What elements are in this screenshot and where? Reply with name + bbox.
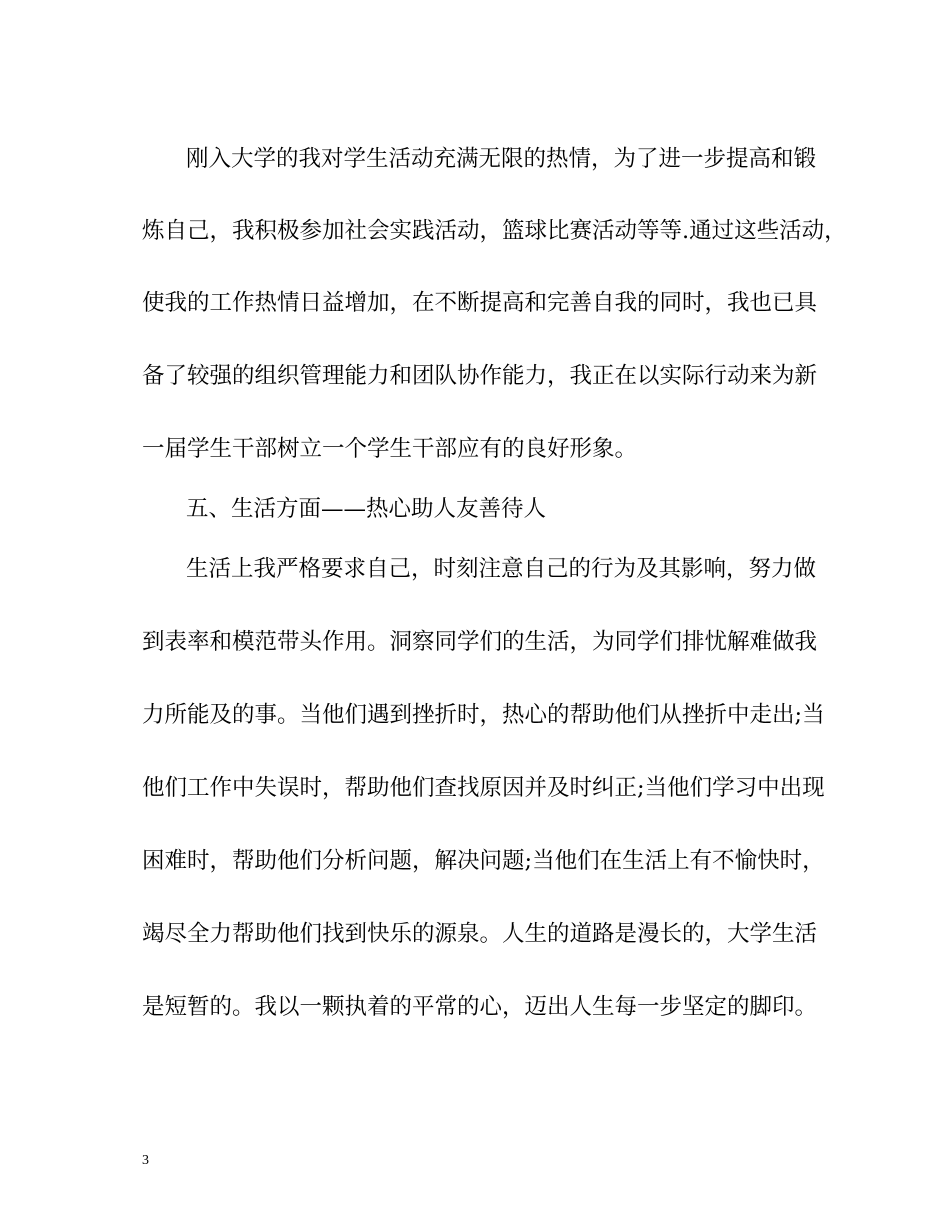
paragraph-line: 是短暂的。我以一颗执着的平常的心，迈出人生每一步坚定的脚印。 [142, 994, 818, 1020]
section-heading: 五、生活方面——热心助人友善待人 [186, 496, 547, 522]
paragraph-line: 刚入大学的我对学生活动充满无限的热情，为了进一步提高和锻 [186, 146, 817, 172]
paragraph-line: 困难时，帮助他们分析问题，解决问题;当他们在生活上有不愉快时， [142, 848, 825, 874]
page-number: 3 [142, 1153, 149, 1168]
paragraph-line: 力所能及的事。当他们遇到挫折时，热心的帮助他们从挫折中走出;当 [142, 702, 825, 728]
paragraph-line: 竭尽全力帮助他们找到快乐的源泉。人生的道路是漫长的，大学生活 [142, 921, 818, 947]
paragraph-line: 生活上我严格要求自己，时刻注意自己的行为及其影响，努力做 [186, 556, 817, 582]
paragraph-line: 使我的工作热情日益增加，在不断提高和完善自我的同时，我也已具 [142, 290, 818, 316]
paragraph-line: 一届学生干部树立一个学生干部应有的良好形象。 [142, 436, 638, 462]
paragraph-line: 他们工作中失误时，帮助他们查找原因并及时纠正;当他们学习中出现 [142, 775, 825, 801]
paragraph-line: 备了较强的组织管理能力和团队协作能力，我正在以实际行动来为新 [142, 363, 818, 389]
paragraph-line: 炼自己，我积极参加社会实践活动，篮球比赛活动等等.通过这些活动， [142, 218, 847, 244]
paragraph-line: 到表率和模范带头作用。洞察同学们的生活，为同学们排忧解难做我 [142, 629, 818, 655]
